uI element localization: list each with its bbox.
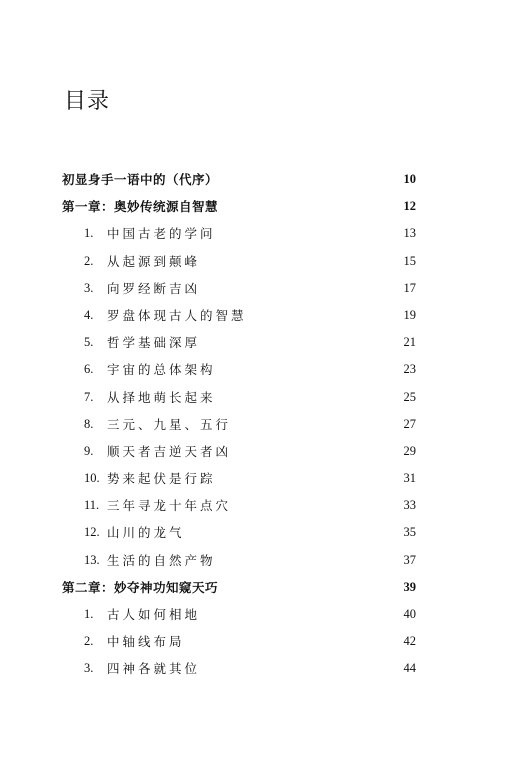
toc-page-number: 19 — [403, 307, 416, 322]
toc-page-number: 29 — [403, 443, 416, 458]
toc-page-number: 13 — [403, 226, 416, 241]
toc-chapter-label: 第一章：奥妙传统源自智慧 — [62, 199, 219, 215]
toc-page-number: 23 — [403, 362, 416, 377]
toc-page-number: 25 — [403, 389, 416, 404]
table-of-contents — [0, 166, 519, 683]
toc-entry[interactable] — [0, 248, 519, 275]
toc-entry-label: 山川的龙气 — [107, 525, 185, 541]
toc-entry-number: 12. — [84, 525, 100, 540]
toc-entry[interactable] — [0, 628, 519, 655]
toc-entry-label: 罗盘体现古人的智慧 — [107, 307, 247, 323]
toc-entry-number: 6. — [84, 362, 94, 377]
toc-entry-number: 2. — [84, 253, 94, 268]
toc-entry-label: 四神各就其位 — [107, 661, 201, 677]
toc-page-number: 12 — [403, 199, 416, 214]
toc-entry[interactable] — [0, 302, 519, 329]
toc-entry-number: 9. — [84, 443, 94, 458]
toc-entry-label: 顺天者吉逆天者凶 — [107, 443, 232, 459]
toc-entry-number: 5. — [84, 335, 94, 350]
toc-entry-label: 古人如何相地 — [107, 607, 201, 622]
toc-page-number: 35 — [403, 525, 416, 540]
toc-page-number: 40 — [403, 607, 416, 621]
toc-entry[interactable] — [0, 492, 519, 519]
toc-entry[interactable] — [0, 275, 519, 302]
toc-entry[interactable] — [0, 356, 519, 383]
toc-entry-label: 向罗经断吉凶 — [107, 280, 201, 296]
toc-page-number: 31 — [403, 471, 416, 486]
toc-page-number: 17 — [403, 280, 416, 295]
toc-entry[interactable] — [0, 601, 519, 628]
toc-page-number: 27 — [403, 416, 416, 431]
toc-entry-number: 1. — [84, 607, 94, 621]
toc-entry-label: 从起源到颠峰 — [107, 253, 201, 269]
toc-page-number: 21 — [403, 335, 416, 350]
toc-entry-label: 中国古老的学问 — [107, 226, 216, 242]
toc-entry[interactable] — [0, 384, 519, 411]
toc-chapter-entry[interactable] — [0, 193, 519, 220]
toc-entry-number: 3. — [84, 661, 94, 676]
toc-entry-label: 势来起伏是行踪 — [107, 471, 216, 487]
toc-page-number: 15 — [403, 253, 416, 268]
toc-entry[interactable] — [0, 519, 519, 546]
toc-entry[interactable] — [0, 655, 519, 682]
toc-page-number: 37 — [403, 552, 416, 567]
toc-entry-number: 4. — [84, 307, 94, 322]
toc-entry-number: 10. — [84, 471, 100, 486]
toc-entry-label: 三元、九星、五行 — [107, 416, 232, 432]
toc-entry-number: 2. — [84, 634, 94, 649]
toc-entry-label: 哲学基础深厚 — [107, 335, 201, 351]
toc-entry[interactable] — [0, 547, 519, 574]
toc-entry-label: 生活的自然产物 — [107, 552, 216, 568]
page-title: 目录 — [64, 89, 111, 114]
toc-page-number: 39 — [403, 579, 416, 594]
toc-entry[interactable] — [0, 411, 519, 438]
toc-page-number: 42 — [403, 634, 416, 649]
toc-entry-label: 宇宙的总体架构 — [107, 362, 216, 378]
toc-entry[interactable] — [0, 220, 519, 247]
toc-page-number: 33 — [403, 498, 416, 513]
toc-entry[interactable] — [0, 329, 519, 356]
toc-entry-label: 从择地萌长起来 — [107, 389, 216, 405]
toc-entry-number: 3. — [84, 280, 94, 295]
toc-entry-label: 三年寻龙十年点穴 — [107, 498, 232, 514]
toc-chapter-entry[interactable] — [0, 574, 519, 601]
toc-entry-number: 13. — [84, 552, 100, 567]
toc-page-number: 10 — [403, 172, 416, 186]
toc-chapter-label: 第二章：妙夺神功知窥天巧 — [62, 579, 219, 595]
toc-entry-number: 8. — [84, 416, 94, 431]
toc-entry-number: 7. — [84, 389, 94, 404]
toc-chapter-entry[interactable] — [0, 166, 519, 193]
toc-chapter-label: 初显身手一语中的（代序） — [62, 172, 219, 187]
toc-entry[interactable] — [0, 438, 519, 465]
toc-entry-number: 1. — [84, 226, 94, 241]
toc-entry[interactable] — [0, 465, 519, 492]
toc-page-number: 44 — [403, 661, 416, 676]
toc-entry-number: 11. — [84, 498, 100, 513]
toc-entry-label: 中轴线布局 — [107, 634, 185, 650]
